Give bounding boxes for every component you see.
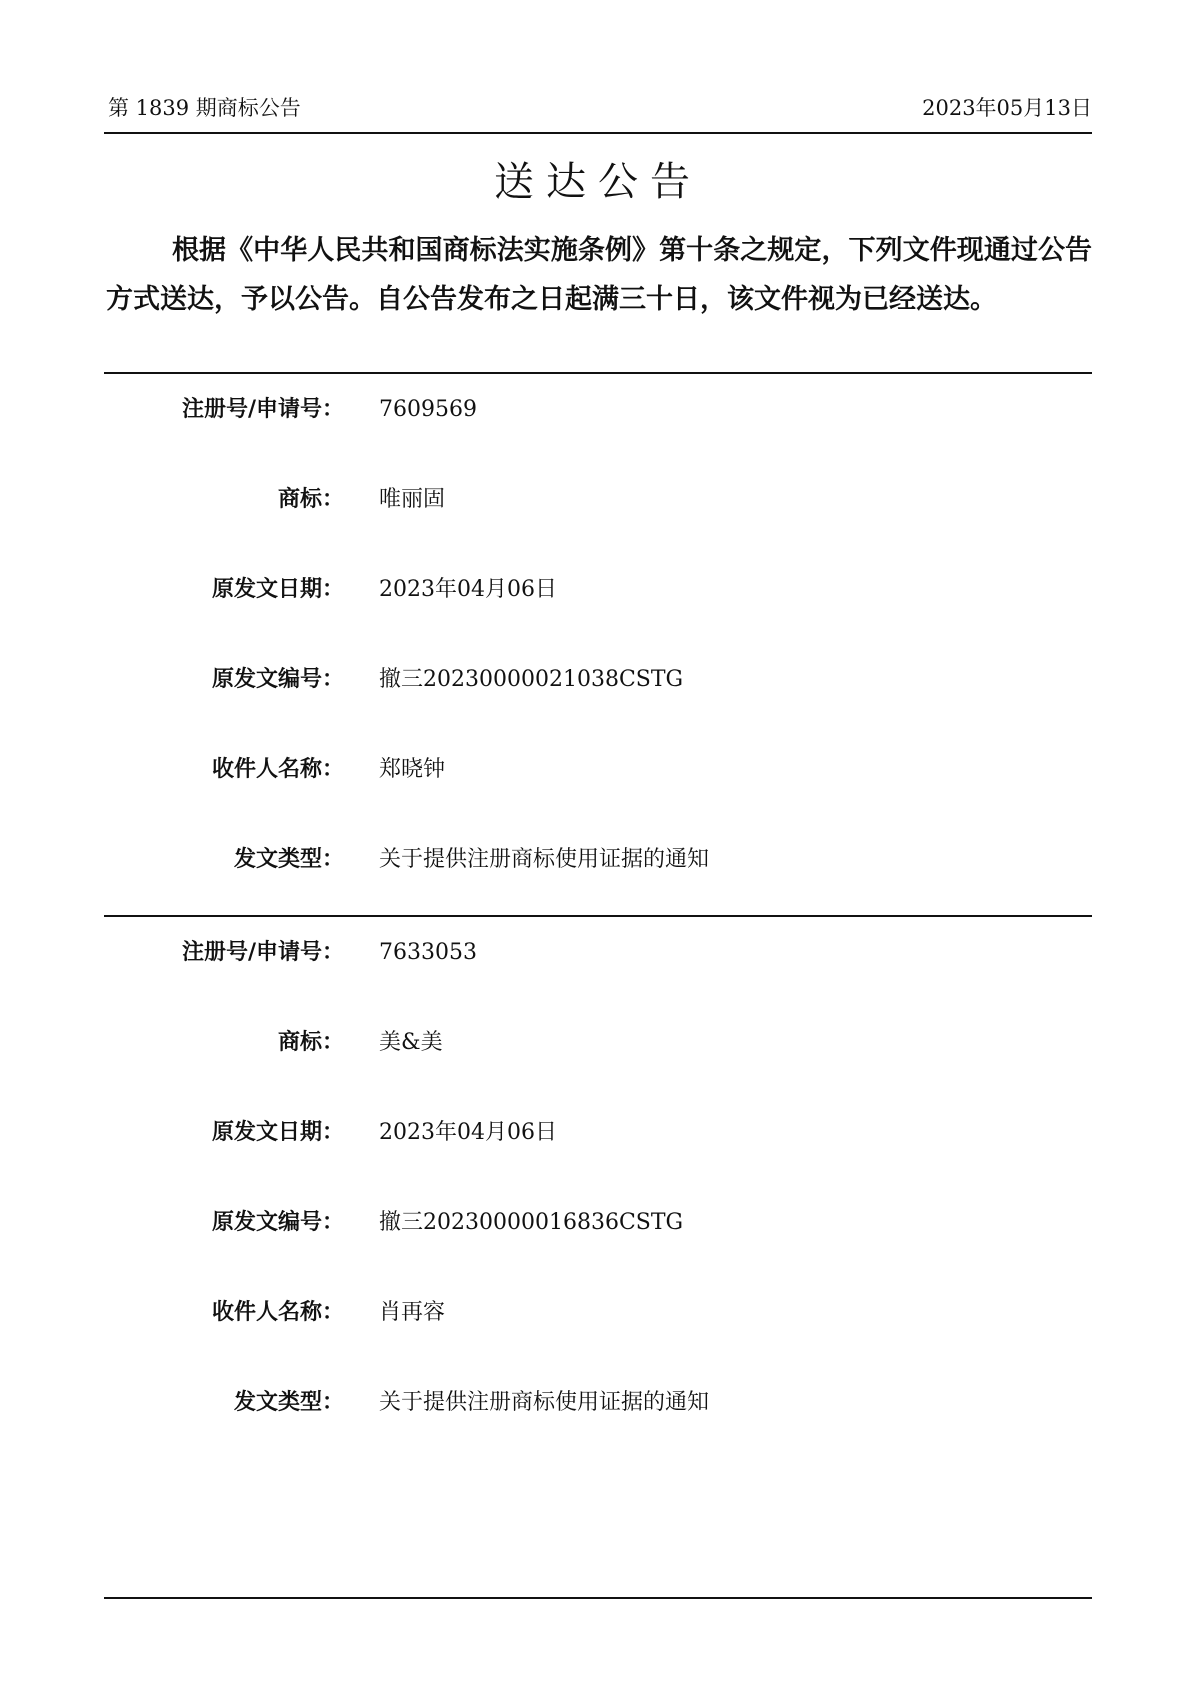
field-label: 注册号/申请号：: [181, 940, 344, 965]
field-orig-no: [104, 660, 1092, 700]
field-recipient: [104, 1293, 1092, 1333]
field-value: 7609569: [379, 397, 477, 422]
field-trademark: [104, 1023, 1092, 1063]
field-label: 发文类型：: [233, 1390, 344, 1415]
field-label: 原发文编号：: [211, 667, 344, 692]
field-value: 撤三20230000016836CSTG: [379, 1210, 684, 1235]
header-rule: [104, 132, 1092, 134]
intro-paragraph: 根据《中华人民共和国商标法实施条例》第十条之规定，下列文件现通过公告方式送达，予以公告。自公告发布之日起满三十日，该文件视为已经送达。: [106, 235, 1092, 315]
section-divider: [104, 372, 1092, 374]
field-reg-no: [104, 933, 1092, 973]
field-label: 收件人名称：: [211, 757, 344, 782]
footer-rule: [104, 1597, 1092, 1599]
field-trademark: [104, 480, 1092, 520]
field-orig-no: [104, 1203, 1092, 1243]
section-divider: [104, 915, 1092, 917]
issue-number: 第 1839 期商标公告: [108, 96, 301, 120]
field-value: 唯丽固: [379, 487, 446, 512]
field-doc-type: [104, 840, 1092, 880]
field-label: 原发文日期：: [211, 1120, 344, 1145]
field-value: 关于提供注册商标使用证据的通知: [379, 847, 710, 872]
field-doc-type: [104, 1383, 1092, 1423]
field-value: 美&美: [379, 1030, 443, 1055]
field-recipient: [104, 750, 1092, 790]
field-orig-date: [104, 1113, 1092, 1153]
field-label: 收件人名称：: [211, 1300, 344, 1325]
issue-date: 2023年05月13日: [922, 96, 1092, 120]
field-label: 商标：: [277, 1030, 344, 1055]
field-label: 商标：: [277, 487, 344, 512]
page-title: 送达公告: [494, 159, 702, 205]
field-reg-no: [104, 390, 1092, 430]
field-label: 发文类型：: [233, 847, 344, 872]
field-value: 2023年04月06日: [379, 1120, 557, 1145]
field-value: 2023年04月06日: [379, 577, 557, 602]
field-value: 撤三20230000021038CSTG: [379, 667, 684, 692]
page-header: [104, 92, 1092, 128]
field-label: 注册号/申请号：: [181, 397, 344, 422]
field-orig-date: [104, 570, 1092, 610]
field-value: 肖再容: [379, 1300, 446, 1325]
field-value: 关于提供注册商标使用证据的通知: [379, 1390, 710, 1415]
field-label: 原发文日期：: [211, 577, 344, 602]
field-value: 7633053: [379, 940, 477, 965]
field-value: 郑晓钟: [379, 757, 446, 782]
field-label: 原发文编号：: [211, 1210, 344, 1235]
